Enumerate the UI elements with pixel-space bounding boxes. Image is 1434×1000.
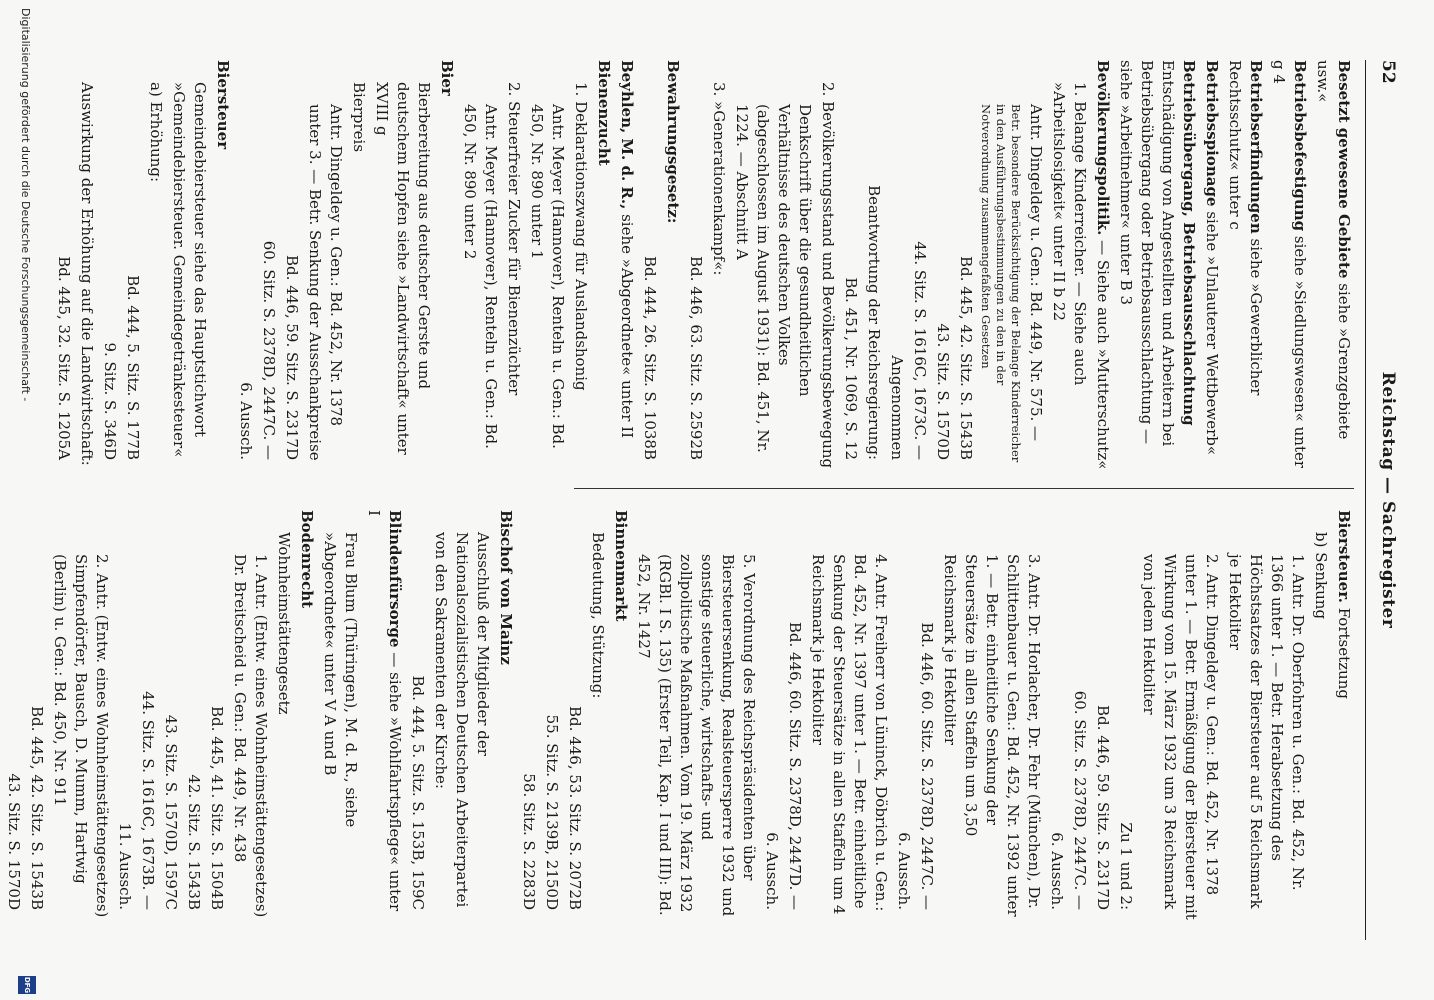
entry-text: Bierpreis	[350, 82, 368, 153]
entry-text: Bd. 446, 63. Sitz. S. 2592B	[687, 256, 705, 460]
entry-text: siehe »Unlauterer Wettbewerb«	[1203, 211, 1221, 456]
entry-text: Antr. Meyer (Hannover), Renteln u. Gen.: Bd. 450, Nr. 890 unter 1	[528, 104, 567, 449]
entry-keyword: Bevölkerungspolitik.	[1094, 60, 1112, 236]
entry-keyword: Bischof von Mainz	[497, 510, 515, 665]
entry-text: Denkschrift über die gesundheitlichen Verhältnisse des deutschen Volkes (abgeschlossen im August 1931): Bd. 451, Nr. 1224. — Abschnitt A	[733, 104, 814, 453]
entry-text: 58. Sitz. S. 2283D	[520, 773, 538, 910]
entry-text: Bd. 444, 5. Sitz. S. 153B, 159C	[409, 675, 427, 910]
entry-keyword: Bienenzucht	[595, 60, 613, 166]
index-subentry	[1224, 554, 1308, 920]
entry-text: 9. Sitz. S. 346D	[101, 342, 119, 460]
index-subentry	[955, 60, 976, 470]
entry-text: 44. Sitz. S. 1616C, 1673B. —	[139, 691, 157, 910]
index-subentry	[807, 554, 891, 920]
index-subentry	[168, 82, 210, 470]
index-subentry	[1025, 104, 1046, 470]
entry-text: siehe »Grenzgebiete usw.«	[1314, 60, 1353, 440]
page-header	[1374, 60, 1398, 940]
right-column	[0, 510, 1354, 920]
entry-text: Bd. 445, 32. Sitz. S. 1205A	[55, 256, 73, 460]
entry-text: Bd. 444, 5. Sitz. S. 177B	[124, 275, 142, 460]
entry-keyword: Bewahrungsgesetz:	[664, 60, 682, 224]
index-subentry	[319, 532, 361, 920]
entry-text: siehe »Siedlungswesen« unter g 4	[1270, 60, 1309, 469]
index-subentry	[784, 510, 805, 920]
index-entry	[1224, 60, 1266, 470]
entry-text: 6. Aussch.	[237, 382, 255, 460]
entry-text: Antr. Dingeldey u. Gen.: Bd. 452, Nr. 1378 unter 3. — Betr. Senkung der Ausschankpreise	[306, 104, 345, 461]
index-entry	[1312, 60, 1354, 470]
entry-text: Bd. 445, 41. Sitz. S. 1504B	[208, 706, 226, 910]
entry-text: 4. Antr. Freiherr von Lüninck, Döbrich u. Gen.: Bd. 452, Nr. 1397 unter 1. — Betr. einheitliche Senkung der Steuersätze in allen Staffeln um 4 Reichsmark je Hektoliter	[809, 554, 890, 915]
index-entry	[1268, 60, 1310, 470]
index-subentry	[122, 60, 143, 470]
entry-text: Bedeutung, Stützung:	[589, 532, 607, 699]
entry-text: siehe »Abgeordnete« unter II	[618, 214, 636, 439]
dfg-logo: DFG	[18, 976, 36, 994]
index-subentry	[183, 510, 204, 920]
entry-keyword: Betriebsspionage	[1203, 60, 1221, 207]
index-subentry	[916, 510, 937, 920]
index-subentry	[229, 554, 271, 920]
entry-text: 43. Sitz. S. 1570D	[934, 323, 952, 460]
index-subentry	[1310, 532, 1331, 920]
index-subentry	[978, 104, 1023, 470]
index-subentry	[304, 104, 346, 470]
entry-text: a) Erhöhung:	[147, 82, 165, 183]
index-subentry	[281, 60, 302, 470]
entry-keyword: Binnenmarkt	[612, 510, 630, 622]
entry-text: Bd. 451, Nr. 1069, S. 12	[842, 277, 860, 460]
index-entry	[212, 60, 233, 470]
entry-text: 2. Antr. (Entw. eines Wohnheimstättengesetzes) Simpfendörfer, Bausch, D. Mumm, Hartwig (Berlin) u. Gen.: Bd. 450, Nr. 911	[51, 554, 111, 918]
index-entry	[1092, 60, 1113, 470]
index-subentry	[863, 60, 884, 470]
index-subentry	[817, 82, 838, 470]
column-divider	[574, 488, 1354, 489]
entry-text: Bierbereitung aus deutscher Gerste und deutschem Hopfen siehe »Landwirtschaft« unter XVIII g	[373, 82, 433, 455]
index-subentry	[273, 532, 294, 920]
entry-text: b) Senkung	[1312, 532, 1330, 620]
entry-text: Bd. 444, 26. Sitz. S. 1038B	[641, 256, 659, 460]
entry-text: Antr. Dingeldey u. Gen.: Bd. 449, Nr. 575. —	[1027, 104, 1045, 442]
index-subentry	[932, 60, 953, 470]
entry-text: 2. Bevölkerungsstand und Bevölkerungsbewegung	[819, 82, 837, 469]
entry-text: Beantwortung der Reichsregierung:	[865, 185, 883, 460]
page-number: 52	[1378, 60, 1398, 84]
entry-text: Zu 1 und 2:	[1117, 822, 1135, 910]
entry-text: siehe »Gewerblicher Rechtsschutz« unter c	[1226, 60, 1265, 396]
index-subentry	[564, 510, 585, 920]
entry-text: Wohnheimstättengesetz	[275, 532, 293, 715]
index-subentry	[503, 82, 524, 470]
entry-text: 1. Antr. (Entw. eines Wohnheimstättengesetzes) Dr. Breitscheid u. Gen.: Bd. 449, Nr. 438	[231, 554, 270, 918]
entry-text: 1. Belange Kinderreicher. — Siehe auch »Arbeitslosigkeit« unter II b 22	[1050, 82, 1089, 386]
index-subentry	[541, 510, 562, 920]
entry-text: 11. Aussch.	[116, 822, 134, 910]
index-subentry	[708, 82, 729, 470]
entry-text: 42. Sitz. S. 1543B	[185, 774, 203, 910]
index-subentry	[518, 510, 539, 920]
index-subentry	[49, 554, 112, 920]
index-subentry	[160, 510, 181, 920]
index-entry	[610, 510, 631, 920]
entry-text: Bd. 446, 59. Sitz. S. 2317D	[1094, 705, 1112, 910]
entry-text: Angenommen	[888, 355, 906, 460]
index-subentry	[407, 510, 428, 920]
index-subentry	[570, 82, 591, 470]
entry-text: 6. Aussch.	[1048, 832, 1066, 910]
entry-text: 2. Antr. Dingeldey u. Gen.: Bd. 452, Nr. 1378 unter 1. — Betr. Ermäßigung der Biersteuer mit Wirkung vom 15. März 1932 um 3 Reichsmark von jedem Hektoliter	[1140, 554, 1221, 920]
index-entry	[296, 510, 317, 920]
index-subentry	[909, 60, 930, 470]
entry-text: Gemeindebiersteuer siehe das Hauptstichwort »Gemeindebiersteuer. Gemeindegetränkesteuer«	[170, 82, 209, 458]
entry-text: 5. Verordnung des Reichspräsidenten über Biersteuersenkung, Realsteuersperre 1932 und sonstige steuerliche, wirtschafts- und zollpolitische Maßnahmen. Vom 19. März 1932 (RGBl. I S. 135) (Erster Teil, Kap. I und III): Bd. 452, Nr. 1427	[635, 554, 758, 917]
entry-text: 6. Aussch.	[895, 832, 913, 910]
entry-text: Bd. 446, 60. Sitz. S. 2378D, 2447C. —	[918, 622, 936, 910]
index-subentry	[633, 554, 759, 920]
entry-text: — Siehe auch »Mutterschutz«	[1094, 240, 1112, 470]
entry-text: Bd. 446, 60. Sitz. S. 2378D, 2447D. —	[786, 621, 804, 910]
digitization-credit: Digitalisierung gefördert durch die Deutsche Forschungsgemeinschaft -	[19, 8, 32, 402]
entry-keyword: Bodenrecht	[298, 510, 316, 609]
left-column	[51, 60, 1354, 470]
index-subentry	[731, 104, 815, 470]
entry-text: Bd. 446, 59. Sitz. S. 2317D	[283, 255, 301, 460]
index-subentry	[526, 104, 568, 470]
entry-text: Auswirkung der Erhöhung auf die Landwirtschaft:	[78, 82, 96, 466]
entry-text: Bd. 446, 53. Sitz. S. 2072B	[566, 706, 584, 910]
entry-keyword: Beyhlen, M. d. R.,	[618, 60, 636, 210]
index-entry	[495, 510, 516, 920]
entry-text: Bd. 445, 42. Sitz. S. 1543B	[28, 706, 46, 910]
entry-text: Fortsetzung	[1335, 607, 1353, 699]
index-subentry	[430, 532, 493, 920]
index-subentry	[99, 60, 120, 470]
entry-text: Frau Blum (Thüringen), M. d. R., siehe »Abgeordnete« unter V A und B	[321, 532, 360, 828]
entry-keyword: Biersteuer	[214, 60, 232, 150]
header-rule	[1365, 60, 1366, 940]
index-entry	[1333, 510, 1354, 920]
index-subentry	[114, 510, 135, 920]
index-subentry	[1138, 554, 1222, 920]
index-subentry	[348, 82, 369, 470]
entry-text: 60. Sitz. S. 2378D, 2447C. —	[1071, 690, 1089, 910]
index-subentry	[1048, 82, 1090, 470]
index-entry	[616, 60, 637, 470]
index-subentry	[76, 82, 97, 470]
index-subentry	[206, 510, 227, 920]
entry-text: 1. Deklarationszwang für Auslandshonig	[572, 82, 590, 391]
index-subentry	[1115, 510, 1136, 920]
index-subentry	[840, 60, 861, 470]
entry-text: Antr. Meyer (Hannover), Renteln u. Gen.: Bd. 450, Nr. 890 unter 2	[461, 104, 500, 449]
index-subentry	[893, 510, 914, 920]
entry-text: 2. Steuerfreier Zucker für Bienenzüchter	[505, 82, 523, 396]
index-subentry	[939, 554, 1044, 920]
index-entry	[1115, 60, 1199, 470]
index-subentry	[761, 510, 782, 920]
index-subentry	[371, 82, 434, 470]
index-entry	[436, 60, 457, 470]
entry-keyword: Betriebsübergang, Betriebsausschlachtung	[1180, 60, 1198, 426]
entry-keyword: Blindenfürsorge	[386, 510, 404, 648]
index-subentry	[235, 60, 256, 470]
entry-text: Ausschluß der Mitglieder der Nationalsozialistischen Deutschen Arbeiterpartei von den Sakramenten der Kirche:	[432, 532, 492, 908]
entry-text: Entschädigung von Angestellten und Arbeitern bei Betriebsübergang oder Betriebsausschlachtung — siehe »Arbeitnehmer« unter B 3	[1117, 60, 1177, 447]
entry-text: — siehe »Wohlfahrtspflege« unter I	[365, 510, 404, 912]
index-subentry	[685, 60, 706, 470]
index-subentry	[587, 532, 608, 920]
index-subentry	[137, 510, 158, 920]
index-subentry	[1046, 510, 1067, 920]
entry-text: 60. Sitz. S. 2378D, 2447C. —	[260, 240, 278, 460]
entry-keyword: Betriebserfindungen	[1247, 60, 1265, 234]
index-entry	[1201, 60, 1222, 470]
index-entry	[662, 60, 683, 470]
entry-text: Bd. 445, 42. Sitz. S. 1543B	[957, 256, 975, 460]
entry-text: 3. Antr. Dr. Horlacher, Dr. Fehr (München), Dr. Schlittenbauer u. Gen.: Bd. 452, Nr. 1392 unter 1. — Betr. einheitliche Senkung der Steuersätze in allen Staffeln um 3,50 Reichsmark je Hektoliter	[941, 554, 1043, 917]
entry-text: 55. Sitz. S. 2139B, 2150D	[543, 714, 561, 910]
entry-keyword: Besetzt gewesene Gebiete	[1335, 60, 1353, 279]
entry-keyword: Betriebsbefestigung	[1291, 60, 1309, 232]
entry-text: 1. Antr. Dr. Oberfohren u. Gen.: Bd. 452, Nr. 1366 unter 1. — Betr. Herabsetzung des Höchstsatzes der Biersteuer auf 5 Reichsmark je Hektoliter	[1226, 554, 1307, 909]
entry-text: 43. Sitz. S. 1570D, 1597C	[162, 714, 180, 910]
index-entry	[363, 510, 405, 920]
page-footer	[12, 0, 42, 1000]
entry-text: Betr. besondere Berücksichtigung der Belange Kinderreicher in den Ausführungsbestimmungen zu den in der Notverordnung zusammengefaßten Gesetzen	[979, 104, 1023, 463]
entry-text: 44. Sitz. S. 1616C, 1673C. —	[911, 241, 929, 460]
entry-keyword: Bier	[438, 60, 456, 96]
index-subentry	[639, 60, 660, 470]
entry-text: 3. »Generationenkampf«:	[710, 82, 728, 276]
entry-keyword: Biersteuer.	[1335, 510, 1353, 603]
running-head: Reichstag — Sachregister	[1378, 371, 1398, 629]
index-subentry	[886, 60, 907, 470]
index-entry	[593, 60, 614, 470]
entry-text: 43. Sitz. S. 1570D	[5, 773, 23, 910]
index-subentry	[459, 104, 501, 470]
index-subentry	[258, 60, 279, 470]
index-subentry	[1092, 510, 1113, 920]
index-subentry	[145, 82, 166, 470]
entry-text: 6. Aussch.	[763, 832, 781, 910]
index-subentry	[0, 510, 1, 920]
index-subentry	[1069, 510, 1090, 920]
index-subentry	[53, 60, 74, 470]
